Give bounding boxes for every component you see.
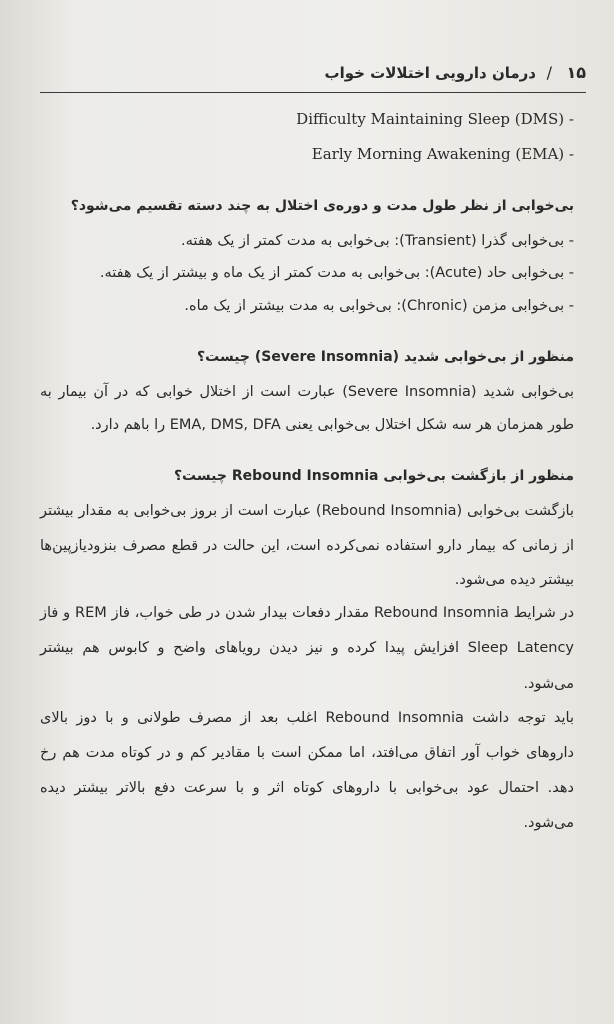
page-number: ۱۵ [566, 63, 586, 82]
question-heading-rebound: منظور از بازگشت بی‌خوابی Rebound Insomnia چیست؟ [173, 468, 574, 484]
running-header [40, 58, 586, 93]
paragraph-line: دهد. احتمال عود بی‌خوابی با داروهای کوتاه اثر و با سرعت دفع بالاتر بیشتر دیده [40, 780, 574, 796]
list-item-ema: Early Morning Awakening (EMA) - [311, 145, 574, 163]
paragraph-line: طور همزمان هر سه شکل اختلال بی‌خوابی یعنی EMA, DMS, DFA را باهم دارد. [90, 417, 574, 433]
question-heading-severe: منظور از بی‌خوابی شدید (Severe Insomnia) چیست؟ [197, 349, 574, 365]
paragraph-line: Sleep Latency افزایش پیدا کرده و نیز دیدن رویاهای واضح و کابوس هم بیشتر [40, 640, 575, 656]
list-item-acute: - بی‌خوابی حاد (Acute): بی‌خوابی به مدت کمتر از یک ماه و بیشتر از یک هفته. [99, 265, 574, 281]
paragraph-line: باید توجه داشت Rebound Insomnia اغلب بعد از مصرف طولانی و با دوز بالای [40, 710, 575, 726]
question-heading-duration: بی‌خوابی از نظر طول مدت و دوره‌ی اختلال به چند دسته تقسیم می‌شود؟ [70, 198, 574, 214]
paragraph-line: می‌شود. [523, 676, 574, 692]
list-item-chronic: - بی‌خوابی مزمن (Chronic): بی‌خوابی به مدت بیشتر از یک ماه. [184, 298, 574, 314]
paragraph-line: می‌شود. [523, 815, 574, 831]
header-separator: / [546, 63, 552, 82]
paragraph-line: بیشتر دیده می‌شود. [454, 572, 574, 588]
paragraph-line: در شرایط Rebound Insomnia مقدار دفعات بیدار شدن در طی خواب، فاز REM و فاز [40, 605, 575, 621]
paragraph-line: بی‌خوابی شدید (Severe Insomnia) عبارت است از اختلال خوابی که در آن بیمار به [40, 384, 575, 400]
paragraph-line: از زمانی که بیمار دارو استفاده نمی‌کرده است، این حالت در قطع مصرف بنزودیازپین‌ها [40, 538, 574, 554]
paragraph-line: بازگشت بی‌خوابی (Rebound Insomnia) عبارت است از بروز بی‌خوابی به مقدار بیشتر [40, 503, 574, 519]
chapter-title: درمان دارویی اختلالات خواب [324, 64, 536, 82]
paragraph-line: داروهای خواب آور اتفاق می‌افتد، اما ممکن است با مقادیر کم و در کوتاه مدت هم رخ [40, 745, 574, 761]
list-item-dms: Difficulty Maintaining Sleep (DMS) - [296, 110, 574, 128]
list-item-transient: - بی‌خوابی گذرا (Transient): بی‌خوابی به مدت کمتر از یک هفته. [181, 233, 574, 249]
